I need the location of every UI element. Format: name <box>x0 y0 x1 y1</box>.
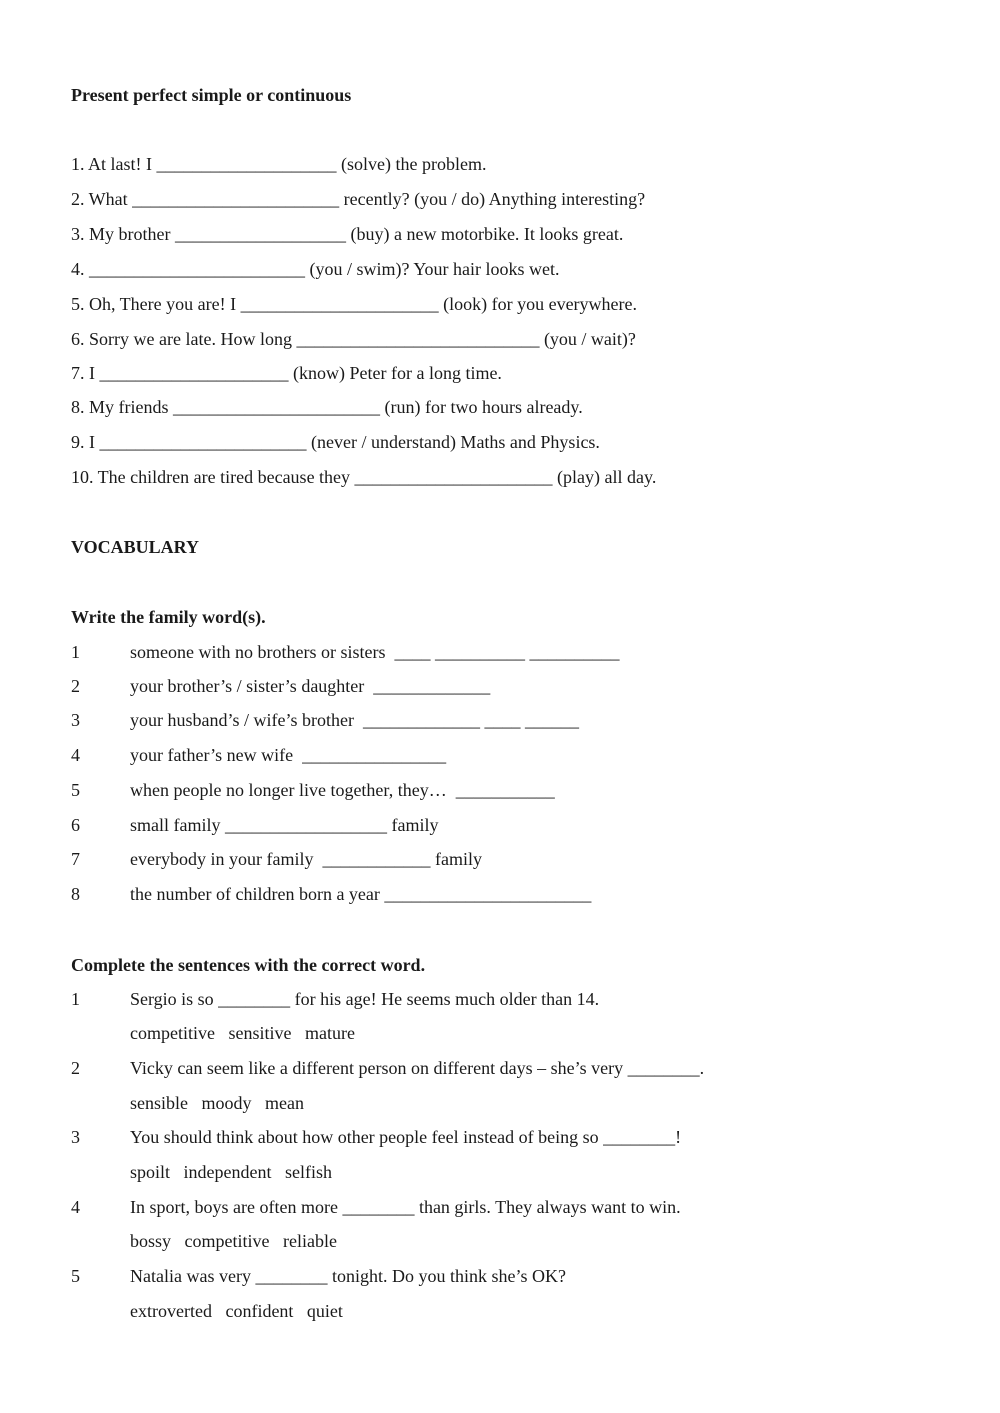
family-item-text: everybody in your family ____________ family <box>130 849 482 869</box>
family-item-number: 6 <box>71 815 80 835</box>
grammar-item-2: 2. What _______________________ recently? (you / do) Anything interesting? <box>71 189 646 209</box>
family-instruction: Write the family word(s). <box>71 607 266 627</box>
family-item-text: someone with no brothers or sisters ____ __________ __________ <box>130 642 620 662</box>
family-item-text: small family __________________ family <box>130 815 439 835</box>
grammar-item-8: 8. My friends _______________________ (run) for two hours already. <box>71 397 583 417</box>
family-item-number: 4 <box>71 745 80 765</box>
complete-item-number: 4 <box>71 1197 80 1217</box>
family-item-text: your brother’s / sister’s daughter _____________ <box>130 676 491 696</box>
grammar-item-1: 1. At last! I ____________________ (solve) the problem. <box>71 154 487 174</box>
family-item-number: 3 <box>71 710 80 730</box>
complete-item-number: 3 <box>71 1127 80 1147</box>
family-item-text: your father’s new wife ________________ <box>130 745 447 765</box>
complete-instruction: Complete the sentences with the correct word. <box>71 955 426 975</box>
family-item-number: 2 <box>71 676 80 696</box>
family-item-number: 5 <box>71 780 80 800</box>
complete-item-options: spoilt independent selfish <box>130 1162 332 1182</box>
family-item-text: the number of children born a year _______________________ <box>130 884 592 904</box>
complete-item-options: sensible moody mean <box>130 1093 304 1113</box>
complete-item-number: 2 <box>71 1058 80 1078</box>
family-item-number: 7 <box>71 849 80 869</box>
grammar-item-5: 5. Oh, There you are! I ______________________ (look) for you everywhere. <box>71 294 638 314</box>
family-item-text: your husband’s / wife’s brother _____________ ____ ______ <box>130 710 579 730</box>
grammar-item-4: 4. ________________________ (you / swim)? Your hair looks wet. <box>71 259 560 279</box>
grammar-title: Present perfect simple or continuous <box>71 85 352 105</box>
complete-item-number: 1 <box>71 989 80 1009</box>
family-item-number: 8 <box>71 884 80 904</box>
complete-item-sentence: You should think about how other people feel instead of being so ________! <box>130 1127 682 1147</box>
complete-item-sentence: Sergio is so ________ for his age! He seems much older than 14. <box>130 989 600 1009</box>
family-item-number: 1 <box>71 642 80 662</box>
complete-item-sentence: Natalia was very ________ tonight. Do you think she’s OK? <box>130 1266 566 1286</box>
grammar-item-7: 7. I _____________________ (know) Peter for a long time. <box>71 363 502 383</box>
complete-item-number: 5 <box>71 1266 80 1286</box>
complete-item-options: competitive sensitive mature <box>130 1023 355 1043</box>
complete-item-options: extroverted confident quiet <box>130 1301 343 1321</box>
grammar-item-6: 6. Sorry we are late. How long ___________________________ (you / wait)? <box>71 329 636 349</box>
grammar-item-9: 9. I _______________________ (never / understand) Maths and Physics. <box>71 432 600 452</box>
family-item-text: when people no longer live together, they… ___________ <box>130 780 555 800</box>
complete-item-sentence: In sport, boys are often more ________ than girls. They always want to win. <box>130 1197 681 1217</box>
grammar-item-3: 3. My brother ___________________ (buy) a new motorbike. It looks great. <box>71 224 624 244</box>
vocabulary-title: VOCABULARY <box>71 537 200 557</box>
grammar-item-10: 10. The children are tired because they ______________________ (play) all day. <box>71 467 657 487</box>
complete-item-options: bossy competitive reliable <box>130 1231 337 1251</box>
complete-item-sentence: Vicky can seem like a different person on different days – she’s very ________. <box>130 1058 705 1078</box>
